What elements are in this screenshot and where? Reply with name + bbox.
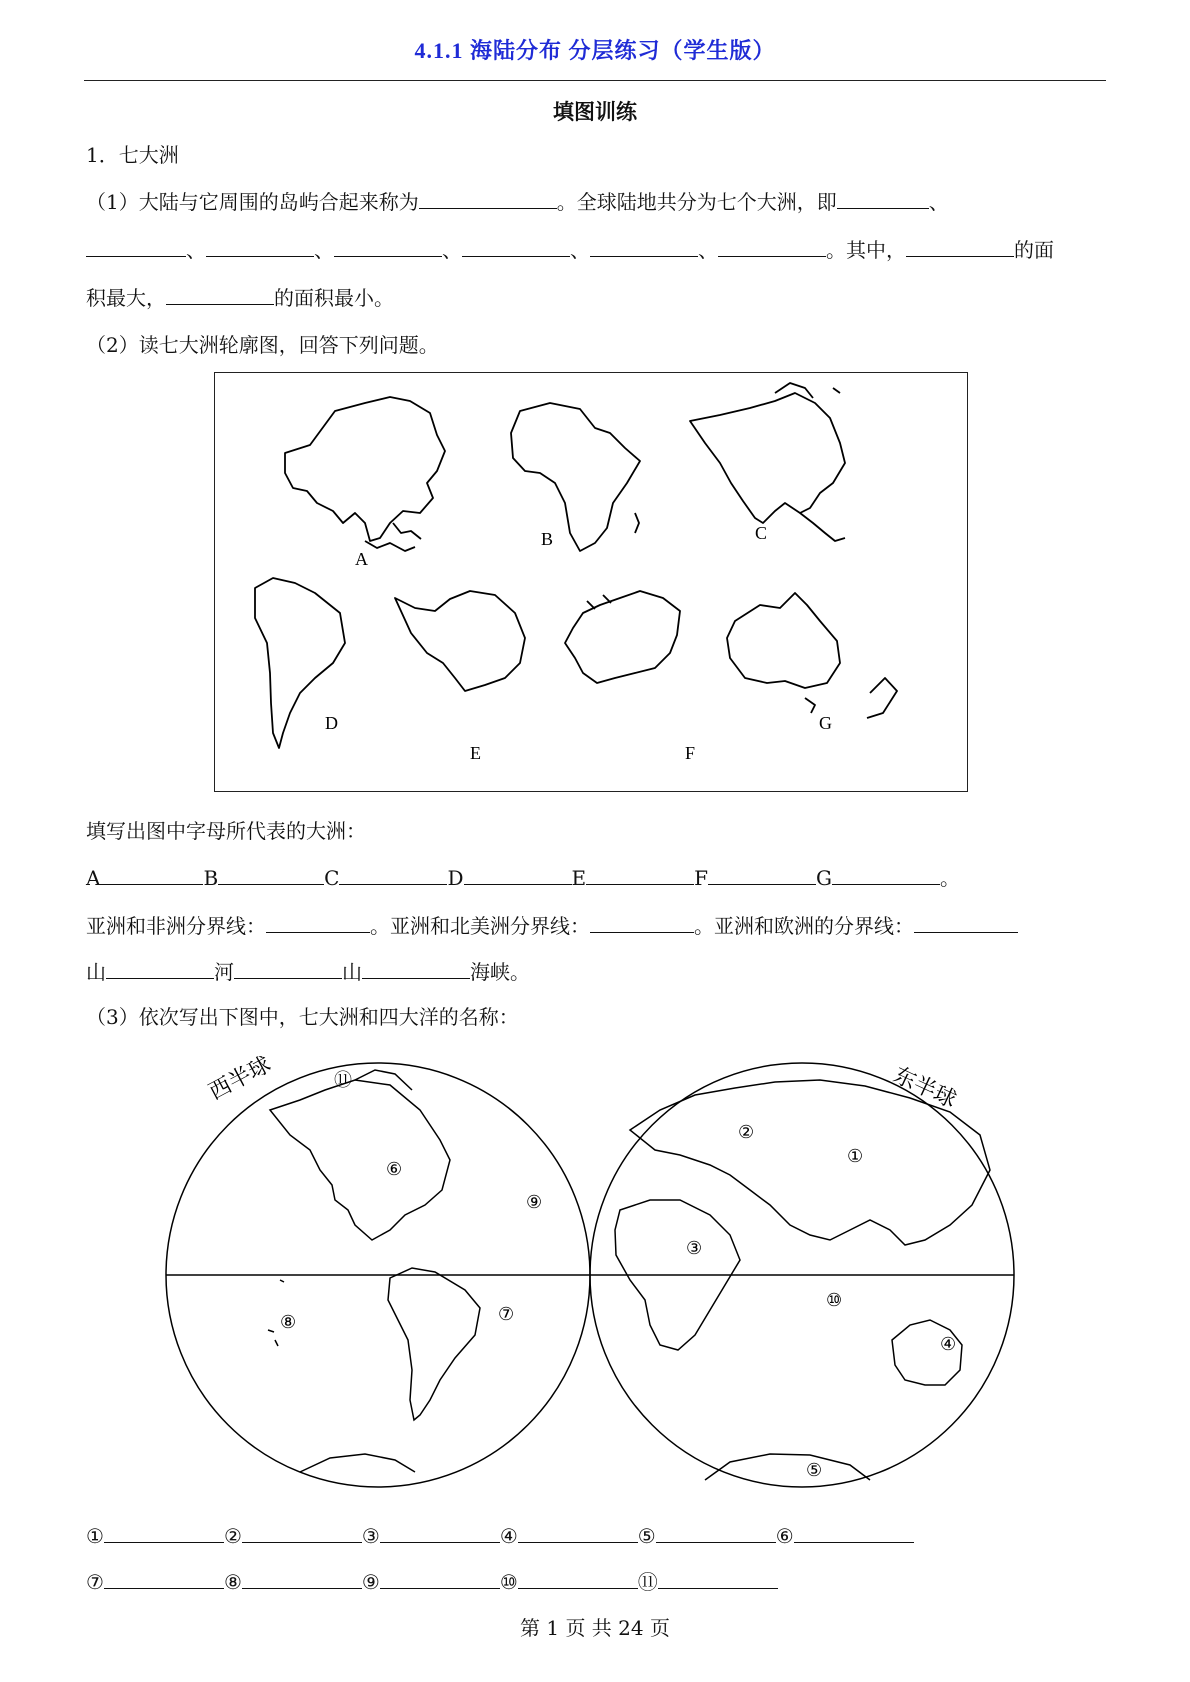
blank-asia-eu-1[interactable] — [914, 910, 1018, 933]
blank-f[interactable] — [708, 862, 816, 885]
text: 海峡。 — [470, 960, 530, 984]
marker-3: ③ — [686, 1238, 703, 1258]
australia-outline — [727, 593, 840, 688]
blank-answer-6[interactable] — [794, 1520, 914, 1543]
marker-7: ⑦ — [498, 1304, 515, 1324]
label: B — [203, 866, 219, 890]
antarctica-outline — [395, 591, 525, 691]
marker-label: ⑤ — [637, 1524, 656, 1548]
blank-answer-4[interactable] — [518, 1520, 638, 1543]
marker-4: ④ — [940, 1334, 957, 1354]
marker-label: ① — [86, 1524, 104, 1548]
blank-a[interactable] — [100, 862, 203, 885]
marker-label: ⑥ — [775, 1524, 794, 1548]
marker-label: ② — [223, 1524, 242, 1548]
q1-p3: （3）依次写出下图中，七大洲和四大洋的名称： — [86, 1005, 519, 1029]
marker-11: ⑪ — [334, 1070, 352, 1090]
text: 积最大， — [86, 286, 166, 310]
marker-1: ① — [847, 1146, 864, 1166]
south-america-west — [388, 1268, 480, 1420]
blank-e[interactable] — [586, 862, 694, 885]
blank-continent-7[interactable] — [718, 234, 826, 257]
text: 、 — [928, 190, 949, 214]
blank-mountain[interactable] — [106, 956, 214, 979]
marker-label: ⑦ — [86, 1570, 104, 1594]
marker-label: ⑪ — [637, 1570, 658, 1594]
label: D — [447, 866, 464, 890]
label: C — [324, 866, 340, 890]
north-america-west — [270, 1080, 450, 1240]
label: A — [86, 866, 101, 890]
blank-continent-1[interactable] — [837, 186, 929, 209]
map-label-d: D — [325, 713, 338, 733]
blank-answer-3[interactable] — [380, 1520, 500, 1543]
label: E — [571, 866, 587, 890]
continents-svg — [215, 373, 965, 789]
antarctica-east — [705, 1454, 870, 1480]
sep: 、 — [570, 238, 590, 262]
blank-continent-5[interactable] — [462, 234, 570, 257]
hemispheres-svg — [150, 1040, 1030, 1510]
blank-answer-8[interactable] — [242, 1566, 362, 1589]
blank-asia-africa[interactable] — [266, 910, 370, 933]
text: 山 — [86, 960, 106, 984]
marker-label: ③ — [361, 1524, 380, 1548]
marker-label: ⑧ — [223, 1570, 242, 1594]
east-hemisphere-label: 东半球 — [889, 1061, 961, 1113]
antarctica-west — [300, 1454, 415, 1472]
question-1-title: 1．七大洲 — [86, 143, 179, 167]
blank-answer-2[interactable] — [242, 1520, 362, 1543]
text: 河 — [214, 960, 234, 984]
document-header: 4.1.1 海陆分布 分层练习（学生版） — [414, 38, 776, 63]
q1-p1-line1 — [86, 186, 949, 217]
map-label-g: G — [819, 713, 832, 733]
blank-c[interactable] — [339, 862, 447, 885]
boundary-line-2 — [86, 956, 530, 987]
blank-answer-10[interactable] — [518, 1566, 638, 1589]
blank-d[interactable] — [464, 862, 572, 885]
blank-b[interactable] — [218, 862, 324, 885]
blank-g[interactable] — [832, 862, 940, 885]
blank-river[interactable] — [234, 956, 342, 979]
asia-outline — [285, 397, 445, 541]
fill-prompt: 填写出图中字母所代表的大洲： — [86, 819, 366, 843]
answer-row-1 — [86, 1520, 914, 1551]
blank-continent-4[interactable] — [334, 234, 442, 257]
sep: 、 — [186, 238, 206, 262]
blank-answer-7[interactable] — [104, 1566, 224, 1589]
marker-label: ⑨ — [361, 1570, 380, 1594]
blank-asia-na[interactable] — [590, 910, 694, 933]
sep: 、 — [314, 238, 334, 262]
blank-answer-5[interactable] — [656, 1520, 776, 1543]
blank-largest[interactable] — [906, 234, 1014, 257]
blank-continent-6[interactable] — [590, 234, 698, 257]
label: F — [694, 866, 709, 890]
marker-6: ⑥ — [386, 1159, 403, 1179]
label: G — [816, 866, 832, 890]
text: 。亚洲和欧洲的分界线： — [694, 914, 914, 938]
blank-smallest[interactable] — [166, 282, 274, 305]
blank-answer-11[interactable] — [658, 1566, 778, 1589]
text: 。 — [940, 866, 960, 890]
marker-9: ⑨ — [526, 1192, 543, 1212]
text: 的面 — [1014, 238, 1054, 262]
page-footer: 第 1 页 共 24 页 — [520, 1616, 670, 1640]
text: 山 — [342, 960, 362, 984]
marker-label: ⑩ — [499, 1570, 518, 1594]
answer-row-2 — [86, 1566, 778, 1597]
text: 的面积最小。 — [274, 286, 394, 310]
text: 。亚洲和北美洲分界线： — [370, 914, 590, 938]
blank-answer-1[interactable] — [104, 1520, 224, 1543]
map-label-f: F — [685, 743, 696, 763]
europe-outline — [565, 591, 680, 683]
marker-8: ⑧ — [280, 1312, 297, 1332]
africa-outline — [511, 403, 640, 551]
q1-p2: （2）读七大洲轮廓图，回答下列问题。 — [86, 333, 439, 357]
west-hemisphere-label: 西半球 — [204, 1051, 275, 1105]
text: 亚洲和非洲分界线： — [86, 914, 266, 938]
map-label-a: A — [355, 549, 368, 569]
letter-answer-row — [86, 862, 960, 893]
map-label-b: B — [541, 529, 554, 549]
blank-answer-9[interactable] — [380, 1566, 500, 1589]
section-title: 填图训练 — [553, 99, 637, 124]
hemispheres-map — [150, 1040, 1030, 1510]
map-label-c: C — [755, 523, 768, 543]
blank-continent-def[interactable] — [419, 186, 557, 209]
north-america-outline — [690, 393, 845, 523]
marker-label: ④ — [499, 1524, 518, 1548]
marker-2: ② — [738, 1122, 755, 1142]
text: 。全球陆地共分为七个大洲，即 — [556, 190, 837, 214]
blank-continent-2[interactable] — [86, 234, 186, 257]
blank-mountain-2[interactable] — [362, 956, 470, 979]
marker-10: ⑩ — [826, 1290, 843, 1310]
sep: 、 — [442, 238, 462, 262]
map-label-e: E — [470, 743, 481, 763]
text: （1）大陆与它周围的岛屿合起来称为 — [86, 190, 419, 214]
blank-continent-3[interactable] — [206, 234, 314, 257]
continents-outline-map — [214, 372, 968, 792]
header-rule — [84, 80, 1106, 81]
marker-5: ⑤ — [806, 1460, 823, 1480]
text: 。其中， — [826, 238, 906, 262]
q1-p1-line3 — [86, 282, 394, 313]
sep: 、 — [698, 238, 718, 262]
boundary-line — [86, 910, 1018, 941]
q1-p1-line2 — [86, 234, 1054, 265]
